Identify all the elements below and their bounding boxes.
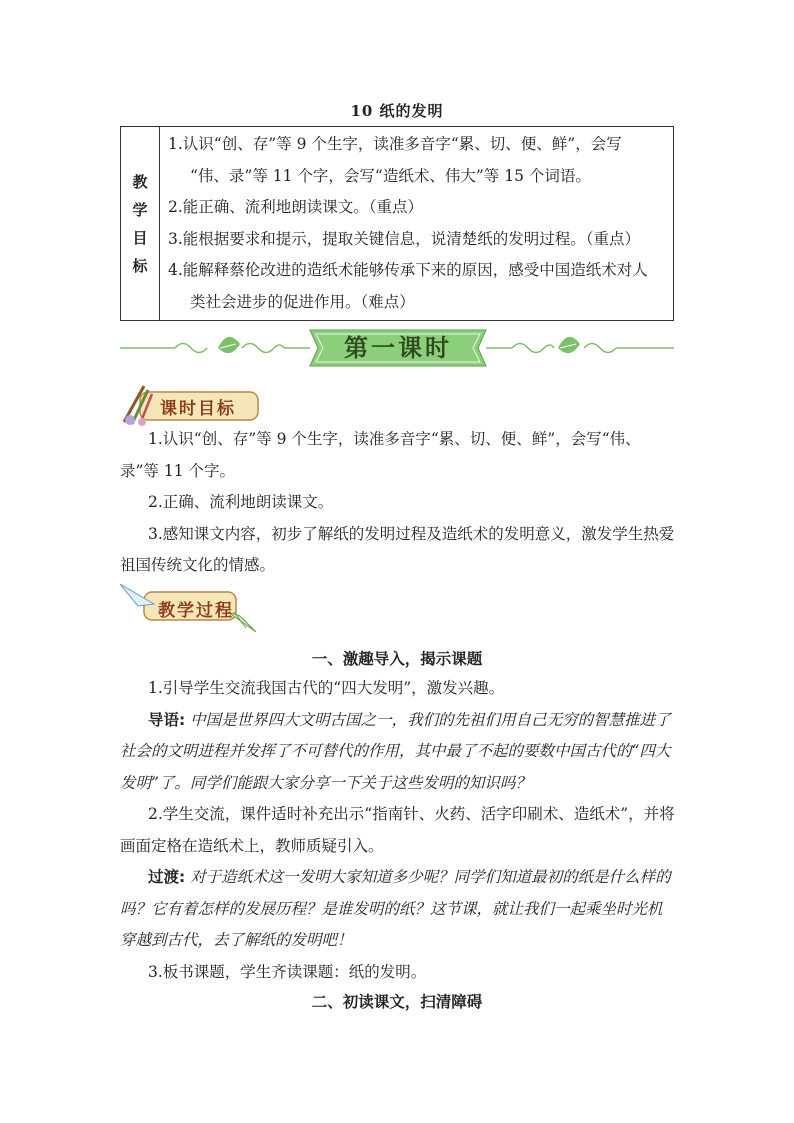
goal-item: 4.能解释蔡伦改进的造纸术能够传承下来的原因，感受中国造纸术对人 [168,261,648,279]
section-heading: 一、激趣导入，揭示课题 [311,649,483,668]
goals-items-cell [160,127,674,321]
goals-label-char: 学 [132,200,148,219]
lesson-goal-item: 1.认识“创、存”等 9 个生字，读准多音字“累、切、便、鲜”，会写“伟、录”等 11 个字。 [120,430,641,480]
goal-item: 1.认识“创、存”等 9 个生字，读准多音字“累、切、便、鲜”，会写 [168,135,622,153]
teaching-process-tag [118,582,268,630]
process-body [120,673,676,988]
lesson-goal-item: 3.感知课文内容，初步了解纸的发明过程及造纸术的发明意义，激发学生热爱祖国传统文化的情感。 [120,524,675,574]
goals-label-char: 教 [132,172,148,191]
goal-item-continued: 类社会进步的促进作用。（难点） [190,292,415,311]
transition-label: 过渡: [148,868,186,886]
lead-label: 导语: [148,710,186,729]
goals-label-char: 标 [132,256,148,275]
lesson-goal-item: 2.正确、流利地朗读课文。 [148,493,334,511]
process-step: 3.板书课题，学生齐读课题：纸的发明。 [148,962,427,981]
page-title: 10 纸的发明 [350,102,444,120]
goal-item: 3.能根据要求和提示，提取关键信息，说清楚纸的发明过程。（重点） [168,229,641,248]
section-heading: 二、初读课文，扫清障碍 [311,992,483,1011]
goals-label-cell [121,127,160,321]
lead-text: 中国是世界四大文明古国之一，我们的先祖们用自己无穷的智慧推进了社会的文明进程并发挥了不可替代的作用，其中最了不起的要数中国古代的“四大发明”了。同学们能跟大家分享一下关于这些发明的知识吗？ [120,710,671,792]
process-step: 1.引导学生交流我国古代的“四大发明”，激发兴趣。 [148,679,505,697]
lesson-goals-list [120,424,676,582]
teaching-process-tag-text: 教学过程 [158,601,234,621]
lesson-goals-tag [118,382,268,430]
process-step: 2.学生交流，课件适时补充出示“指南针、火药、活字印刷术、造纸术”，并将画面定格在造纸术上，教师质疑引入。 [120,805,675,855]
lesson-goals-tag-text: 课时目标 [160,399,236,419]
lead-paragraph [120,705,676,800]
goal-item: 2.能正确、流利地朗读课文。（重点） [168,198,424,216]
teaching-goals-table [120,126,674,321]
banner-title: 第一课时 [344,334,452,362]
goal-item-continued: “伟、录”等 11 个字，会写“造纸术、伟大”等 15 个词语。 [190,166,591,185]
transition-paragraph [120,862,676,957]
goals-label-char: 目 [132,228,148,247]
transition-text: 对于造纸术这一发明大家知道多少呢？同学们知道最初的纸是什么样的吗？它有着怎样的发展历程？是谁发明的纸？这节课，就让我们一起乘坐时光机穿越到古代，去了解纸的发明吧！ [120,868,671,949]
banner-title-box [310,328,486,368]
lesson-banner [120,322,674,374]
